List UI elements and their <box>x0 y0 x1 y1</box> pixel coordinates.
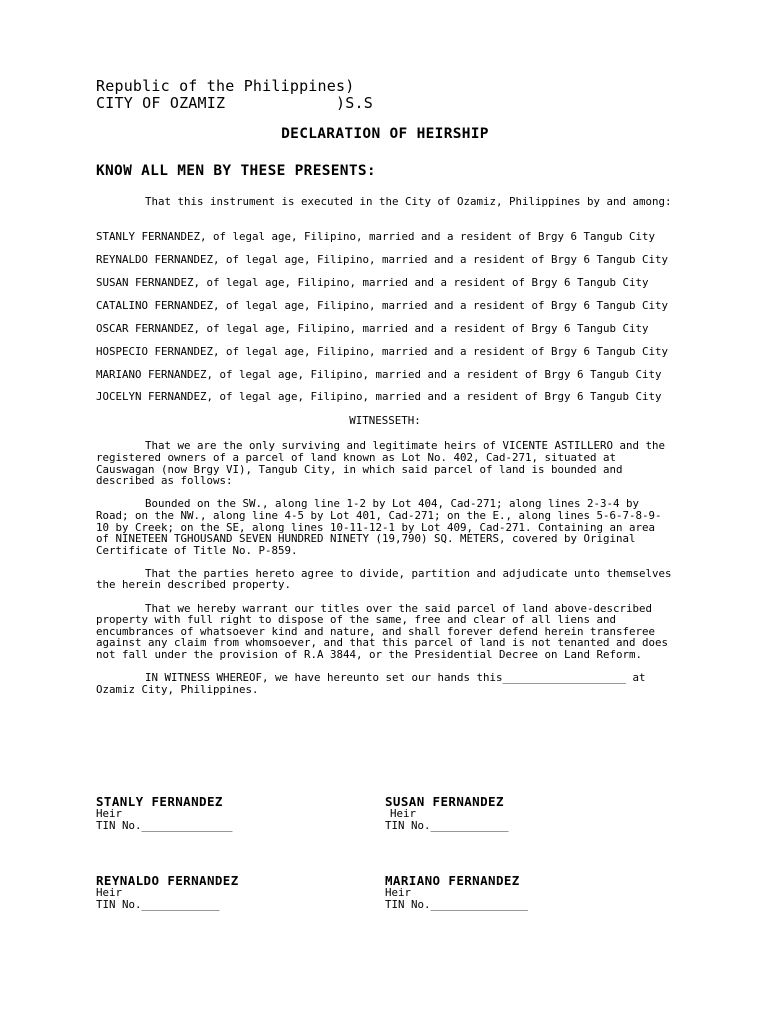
tin-field: TIN No.____________ <box>385 819 509 832</box>
signatory-role: Heir <box>96 886 123 899</box>
document-title: DECLARATION OF HEIRSHIP <box>281 126 489 142</box>
signatory-role: Heir <box>96 807 123 820</box>
heir-entry: REYNALDO FERNANDEZ, of legal age, Filipino, married and a resident of Brgy 6 Tangub City <box>96 252 669 266</box>
heir-entry: JOCELYN FERNANDEZ, of legal age, Filipino, married and a resident of Brgy 6 Tangub City <box>96 390 662 404</box>
heir-entry: HOSPECIO FERNANDEZ, of legal age, Filipino, married and a resident of Brgy 6 Tangub City <box>96 344 669 358</box>
signatory-name: MARIANO FERNANDEZ <box>385 873 520 888</box>
warranty-paragraph: That we hereby warrant our titles over the said parcel of land above-described property with full right to dispose of the same, free and clear of all liens and encumbrances of whatsoever kind and nature, and shall forever defend herein transferee against any claim from whomsoever, and that this parcel of land is not tenanted and does not fall under the provision of R.A 3844, or the Presidential Decree on Land Reform. <box>96 601 669 661</box>
heir-entry: SUSAN FERNANDEZ, of legal age, Filipino, married and a resident of Brgy 6 Tangub City <box>96 275 649 289</box>
signature-block <box>96 795 385 874</box>
heir-entry: MARIANO FERNANDEZ, of legal age, Filipino, married and a resident of Brgy 6 Tangub City <box>96 367 662 381</box>
signature-block <box>385 795 674 874</box>
venue-line-1: Republic of the Philippines) <box>96 77 355 95</box>
signature-block <box>385 874 674 953</box>
witnesseth-heading: WITNESSETH: <box>349 414 421 428</box>
signature-section <box>96 795 696 953</box>
partition-paragraph: That the parties hereto agree to divide, partition and adjudicate unto themselves the herein described property. <box>96 566 672 592</box>
opening-clause: KNOW ALL MEN BY THESE PRESENTS: <box>96 163 376 179</box>
signatory-role: Heir <box>385 886 412 899</box>
document-page <box>96 78 674 695</box>
heir-entry: CATALINO FERNANDEZ, of legal age, Filipino, married and a resident of Brgy 6 Tangub City <box>96 298 669 312</box>
witness-paragraph: IN WITNESS WHEREOF, we have hereunto set our hands this___________________ at Ozamiz City, Philippines. <box>96 670 646 696</box>
tin-field: TIN No.______________ <box>96 819 233 832</box>
heir-entry: OSCAR FERNANDEZ, of legal age, Filipino, married and a resident of Brgy 6 Tangub City <box>96 321 649 335</box>
signature-block <box>96 874 385 953</box>
heir-entry: STANLY FERNANDEZ, of legal age, Filipino, married and a resident of Brgy 6 Tangub City <box>96 229 656 243</box>
tin-field: TIN No.____________ <box>96 898 220 911</box>
venue-line-2: CITY OF OZAMIZ )S.S <box>96 94 373 112</box>
signatory-name: STANLY FERNANDEZ <box>96 794 223 809</box>
heirs-list <box>96 231 674 403</box>
signatory-name: SUSAN FERNANDEZ <box>385 794 504 809</box>
tin-field: TIN No._______________ <box>385 898 529 911</box>
boundaries-paragraph: Bounded on the SW., along line 1-2 by Lot 404, Cad-271; along lines 2-3-4 by Road; on the NW., along line 4-5 by Lot 401, Cad-271; on the E., along lines 5-6-7-8-9-10 by Creek; on the SE, along lines 10-11-12-1 by Lot 409, Cad-271. Containing an area of NINETEEN TGHOUSAND SEVEN HUNDRED NINETY (19,790) SQ. METERS, covered by Original Certificate of Title No. P-859. <box>96 497 662 557</box>
signature-row <box>96 874 696 953</box>
heirs-paragraph: That we are the only surviving and legitimate heirs of VICENTE ASTILLERO and the registered owners of a parcel of land known as Lot No. 402, Cad-271, situated at Causwagan (now Brgy VI), Tangub City, in which said parcel of land is bounded and described as follows: <box>96 439 666 488</box>
signatory-role: Heir <box>390 807 417 820</box>
signature-row <box>96 795 696 874</box>
intro-paragraph: That this instrument is executed in the City of Ozamiz, Philippines by and among: <box>145 195 672 208</box>
signatory-name: REYNALDO FERNANDEZ <box>96 873 239 888</box>
